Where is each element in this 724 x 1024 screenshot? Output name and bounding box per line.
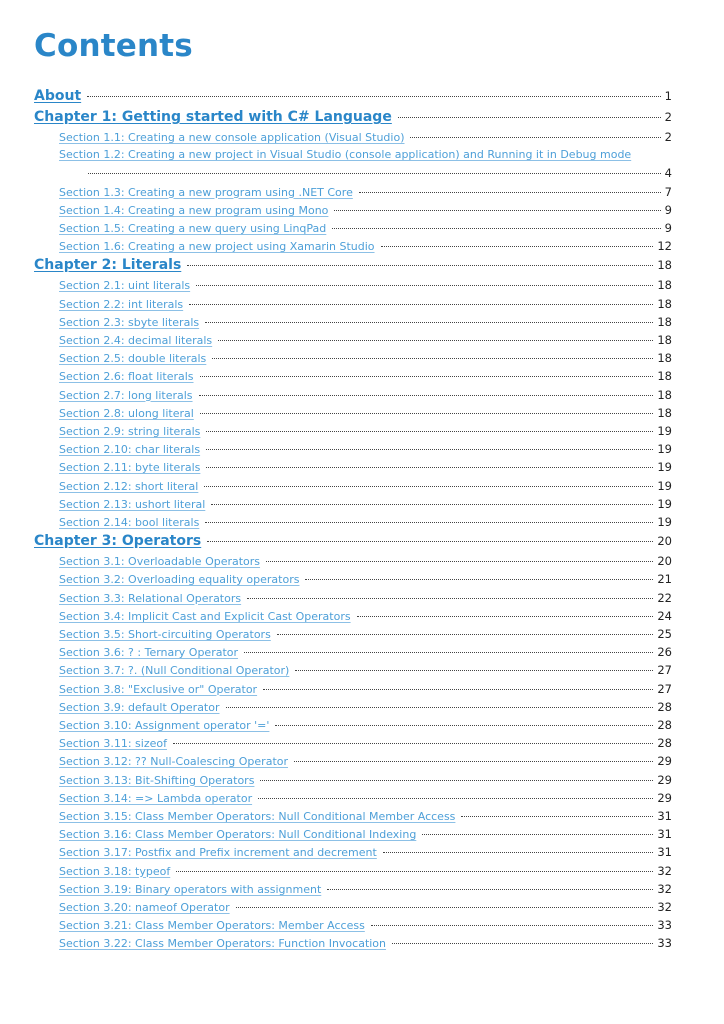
toc-page-number: 32 bbox=[657, 863, 672, 878]
toc-page-number: 9 bbox=[664, 221, 672, 235]
toc-page-number: 20 bbox=[657, 554, 672, 569]
toc-page-number: 21 bbox=[657, 572, 672, 587]
toc-section-link[interactable]: Section 2.7: long literals bbox=[59, 388, 193, 402]
toc-section-entry[interactable] bbox=[59, 645, 672, 659]
toc-section-entry[interactable] bbox=[59, 591, 672, 605]
toc-section-entry[interactable] bbox=[59, 515, 672, 529]
dot-leader bbox=[87, 95, 661, 97]
dot-leader bbox=[422, 833, 653, 835]
toc-page-number: 24 bbox=[657, 608, 672, 623]
toc-section-link[interactable]: Section 3.21: Class Member Operators: Member Access bbox=[59, 919, 365, 933]
dot-leader bbox=[294, 760, 653, 762]
toc-page-number: 19 bbox=[657, 424, 672, 438]
toc-section-link[interactable]: Section 2.5: double literals bbox=[59, 352, 207, 366]
toc-page-number: 27 bbox=[657, 681, 672, 696]
toc-page-number: 33 bbox=[657, 918, 672, 933]
toc-entry-continuation bbox=[88, 166, 672, 180]
dot-leader bbox=[205, 521, 653, 523]
toc-chapter-link[interactable]: Chapter 2: Literals bbox=[34, 257, 182, 274]
toc-section-link[interactable]: Section 3.22: Class Member Operators: Function Invocation bbox=[59, 937, 387, 951]
toc-section-entry[interactable] bbox=[59, 424, 672, 438]
toc-section-entry[interactable] bbox=[59, 663, 672, 677]
toc-section-link[interactable]: Section 2.11: byte literals bbox=[59, 461, 201, 475]
toc-page-number: 9 bbox=[664, 202, 672, 217]
dot-leader bbox=[247, 597, 653, 599]
toc-section-link[interactable]: Section 1.6: Creating a new project using Xamarin Studio bbox=[59, 240, 375, 254]
page-title: Contents bbox=[34, 28, 193, 64]
toc-section-link[interactable]: Section 3.8: "Exclusive or" Operator bbox=[59, 682, 258, 696]
toc-page-number: 19 bbox=[657, 496, 672, 511]
toc-chapter-link[interactable]: Chapter 3: Operators bbox=[34, 533, 202, 550]
toc-page-number: 18 bbox=[657, 278, 672, 293]
toc-page-number: 32 bbox=[657, 881, 672, 896]
toc-section-link[interactable]: Section 3.10: Assignment operator '=' bbox=[59, 719, 270, 732]
dot-leader bbox=[206, 430, 653, 432]
toc-section-link[interactable]: Section 3.17: Postfix and Prefix increment and decrement bbox=[59, 846, 377, 860]
dot-leader bbox=[398, 116, 661, 118]
dot-leader bbox=[461, 815, 653, 817]
toc-section-entry[interactable] bbox=[59, 718, 672, 732]
toc-section-entry[interactable] bbox=[59, 297, 672, 311]
toc-page-number: 18 bbox=[657, 314, 672, 329]
dot-leader bbox=[258, 797, 653, 799]
toc-chapter-link[interactable]: Chapter 1: Getting started with C# Language bbox=[34, 109, 392, 125]
toc-chapter-entry[interactable] bbox=[34, 257, 672, 273]
toc-page-number: 1 bbox=[664, 89, 672, 103]
dot-leader bbox=[204, 485, 653, 487]
dot-leader bbox=[226, 706, 654, 708]
toc-section-link[interactable]: Section 1.5: Creating a new query using LinqPad bbox=[59, 222, 327, 235]
toc-section-entry[interactable] bbox=[59, 682, 672, 696]
toc-section-entry[interactable] bbox=[59, 369, 672, 383]
toc-page-number: 26 bbox=[657, 645, 672, 660]
toc-section-entry[interactable] bbox=[59, 442, 672, 456]
dot-leader bbox=[189, 303, 653, 305]
dot-leader bbox=[295, 669, 653, 671]
toc-section-entry[interactable] bbox=[59, 315, 672, 329]
toc-page-number: 28 bbox=[657, 736, 672, 751]
toc-section-entry[interactable] bbox=[59, 882, 672, 896]
dot-leader bbox=[410, 136, 660, 138]
toc-section-link[interactable]: Section 2.4: decimal literals bbox=[59, 334, 213, 347]
toc-section-link[interactable]: Section 2.2: int literals bbox=[59, 297, 184, 311]
toc-section-entry[interactable] bbox=[59, 918, 672, 932]
toc-page-number: 18 bbox=[657, 258, 672, 273]
toc-section-link[interactable]: Section 1.1: Creating a new console application (Visual Studio) bbox=[59, 131, 405, 144]
toc-section-link[interactable]: Section 2.10: char literals bbox=[59, 443, 201, 457]
toc-page-number: 31 bbox=[657, 809, 672, 823]
toc-section-entry[interactable] bbox=[59, 278, 672, 292]
toc-page-number: 32 bbox=[657, 900, 672, 914]
toc-section-entry[interactable] bbox=[59, 333, 672, 347]
dot-leader bbox=[206, 466, 653, 468]
dot-leader bbox=[359, 191, 661, 193]
dot-leader bbox=[173, 742, 653, 744]
toc-page-number: 18 bbox=[657, 369, 672, 384]
toc-section-link[interactable]: Section 1.3: Creating a new program using .NET Core bbox=[59, 185, 353, 199]
toc-page-number: 2 bbox=[664, 130, 672, 144]
toc-page-number: 25 bbox=[657, 627, 672, 641]
dot-leader bbox=[263, 688, 653, 690]
dot-leader bbox=[187, 264, 653, 266]
toc-section-link[interactable]: Section 2.12: short literal bbox=[59, 479, 199, 493]
toc-page-number: 28 bbox=[657, 718, 672, 732]
toc-section-link[interactable]: Section 2.3: sbyte literals bbox=[59, 315, 200, 329]
toc-section-entry[interactable] bbox=[59, 460, 672, 474]
toc-section-link[interactable]: Section 3.14: => Lambda operator bbox=[59, 791, 253, 805]
toc-page-number: 4 bbox=[664, 166, 672, 181]
toc-section-link[interactable]: Section 2.9: string literals bbox=[59, 425, 201, 438]
dot-leader bbox=[205, 321, 653, 323]
toc-section-entry[interactable] bbox=[59, 936, 672, 950]
toc-page-number: 18 bbox=[657, 387, 672, 402]
toc-page-number: 31 bbox=[657, 845, 672, 860]
toc-section-link[interactable]: Section 3.11: sizeof bbox=[59, 737, 167, 751]
dot-leader bbox=[357, 615, 654, 617]
toc-section-entry[interactable] bbox=[59, 554, 672, 568]
dot-leader bbox=[196, 284, 653, 286]
toc-entry-label[interactable]: Section 1.2: Creating a new project in Visual Studio (console application) and Running it in Debug mode bbox=[59, 148, 632, 162]
toc-section-link[interactable]: Section 3.2: Overloading equality operators bbox=[59, 573, 300, 587]
toc-section-link[interactable]: Section 3.7: ?. (Null Conditional Operator) bbox=[59, 664, 290, 678]
toc-section-link[interactable]: Section 3.1: Overloadable Operators bbox=[59, 555, 261, 569]
toc-page-number: 27 bbox=[657, 663, 672, 678]
toc-section-entry[interactable] bbox=[59, 627, 672, 641]
dot-leader bbox=[207, 540, 653, 542]
dot-leader bbox=[381, 245, 654, 247]
toc-section-entry[interactable] bbox=[59, 185, 672, 199]
toc-section-entry[interactable] bbox=[59, 773, 672, 787]
dot-leader bbox=[218, 339, 653, 341]
toc-chapter-entry[interactable] bbox=[34, 88, 672, 104]
toc-section-entry[interactable] bbox=[59, 497, 672, 511]
toc-section-link[interactable]: Section 3.12: ?? Null-Coalescing Operator bbox=[59, 755, 289, 769]
toc-page-number: 33 bbox=[657, 936, 672, 951]
dot-leader bbox=[236, 906, 654, 908]
toc-section-entry[interactable] bbox=[59, 754, 672, 768]
toc-page-number: 12 bbox=[657, 239, 672, 254]
toc-section-link[interactable]: Section 3.5: Short-circuiting Operators bbox=[59, 628, 271, 641]
dot-leader bbox=[334, 209, 660, 211]
dot-leader bbox=[266, 560, 653, 562]
toc-page-number: 29 bbox=[657, 790, 672, 805]
toc-section-link[interactable]: Section 3.6: ? : Ternary Operator bbox=[59, 646, 239, 660]
toc-section-entry[interactable] bbox=[59, 864, 672, 878]
toc-section-entry[interactable] bbox=[59, 572, 672, 586]
toc-page-number: 28 bbox=[657, 699, 672, 714]
toc-section-link[interactable]: Section 3.15: Class Member Operators: Null Conditional Member Access bbox=[59, 810, 456, 823]
toc-section-entry[interactable] bbox=[59, 221, 672, 235]
toc-section-entry[interactable] bbox=[59, 791, 672, 805]
toc-section-link[interactable]: Section 3.18: typeof bbox=[59, 864, 171, 878]
toc-chapter-entry[interactable] bbox=[34, 109, 672, 125]
toc-section-entry[interactable] bbox=[59, 130, 672, 144]
toc-section-entry[interactable] bbox=[59, 827, 672, 841]
dot-leader bbox=[371, 924, 654, 926]
toc-section-link[interactable]: Section 3.3: Relational Operators bbox=[59, 591, 242, 605]
dot-leader bbox=[305, 578, 653, 580]
toc-page-number: 19 bbox=[657, 515, 672, 529]
toc-page-number: 2 bbox=[664, 110, 672, 124]
toc-section-link[interactable]: Section 3.16: Class Member Operators: Null Conditional Indexing bbox=[59, 828, 417, 842]
toc-section-entry[interactable] bbox=[59, 388, 672, 402]
toc-chapter-entry[interactable] bbox=[34, 533, 672, 549]
toc-section-entry[interactable] bbox=[59, 239, 672, 253]
dot-leader bbox=[332, 227, 660, 229]
dot-leader bbox=[88, 172, 661, 174]
toc-section-entry[interactable] bbox=[59, 809, 672, 823]
toc-page-number: 19 bbox=[657, 478, 672, 493]
toc-section-link[interactable]: Section 3.20: nameof Operator bbox=[59, 901, 230, 914]
toc-section-link[interactable]: Section 2.13: ushort literal bbox=[59, 497, 206, 511]
toc-page-number: 22 bbox=[657, 590, 672, 605]
dot-leader bbox=[327, 888, 653, 890]
toc-entry[interactable] bbox=[59, 148, 672, 161]
toc-section-link[interactable]: Section 3.9: default Operator bbox=[59, 700, 220, 714]
toc-section-entry[interactable] bbox=[59, 700, 672, 714]
dot-leader bbox=[244, 651, 653, 653]
toc-section-entry[interactable] bbox=[59, 479, 672, 493]
toc-section-link[interactable]: Section 2.1: uint literals bbox=[59, 279, 191, 293]
toc-section-link[interactable]: Section 1.4: Creating a new program using Mono bbox=[59, 203, 329, 217]
toc-page-number: 20 bbox=[657, 534, 672, 549]
toc-page-number: 29 bbox=[657, 772, 672, 787]
dot-leader bbox=[176, 870, 653, 872]
toc-section-entry[interactable] bbox=[59, 351, 672, 365]
toc-section-link[interactable]: Section 3.4: Implicit Cast and Explicit Cast Operators bbox=[59, 609, 351, 623]
toc-section-entry[interactable] bbox=[59, 845, 672, 859]
dot-leader bbox=[200, 412, 654, 414]
toc-section-link[interactable]: Section 2.6: float literals bbox=[59, 370, 194, 384]
dot-leader bbox=[275, 724, 653, 726]
toc-section-link[interactable]: Section 2.8: ulong literal bbox=[59, 406, 194, 420]
toc-section-entry[interactable] bbox=[59, 736, 672, 750]
dot-leader bbox=[392, 942, 653, 944]
toc-section-link[interactable]: Section 3.13: Bit-Shifting Operators bbox=[59, 773, 255, 787]
toc-section-entry[interactable] bbox=[59, 900, 672, 914]
toc-page-number: 7 bbox=[664, 184, 672, 199]
toc-page-number: 18 bbox=[657, 296, 672, 311]
toc-chapter-link[interactable]: About bbox=[34, 88, 82, 104]
dot-leader bbox=[206, 448, 653, 450]
toc-page-number: 29 bbox=[657, 754, 672, 769]
toc-page-number: 19 bbox=[657, 442, 672, 457]
dot-leader bbox=[211, 503, 653, 505]
toc-section-link[interactable]: Section 3.19: Binary operators with assignment bbox=[59, 882, 322, 896]
toc-section-entry[interactable] bbox=[59, 609, 672, 623]
toc-page-number: 18 bbox=[657, 351, 672, 366]
toc-page-number: 31 bbox=[657, 827, 672, 842]
dot-leader bbox=[199, 394, 654, 396]
dot-leader bbox=[212, 357, 653, 359]
toc-section-entry[interactable] bbox=[59, 203, 672, 217]
toc-page-number: 18 bbox=[657, 333, 672, 347]
dot-leader bbox=[200, 375, 654, 377]
toc-page-number: 19 bbox=[657, 460, 672, 475]
dot-leader bbox=[383, 851, 654, 853]
dot-leader bbox=[260, 779, 653, 781]
toc-page-number: 18 bbox=[657, 405, 672, 420]
dot-leader bbox=[277, 633, 654, 635]
toc-section-entry[interactable] bbox=[59, 406, 672, 420]
toc-section-link[interactable]: Section 2.14: bool literals bbox=[59, 516, 200, 529]
